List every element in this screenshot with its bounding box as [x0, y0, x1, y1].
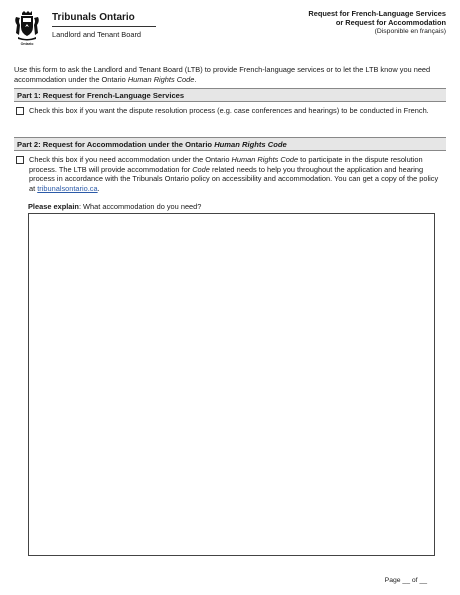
- ontario-coat-of-arms-logo: [14, 11, 40, 47]
- accommodation-text-5: related needs to help you throughout the application and hearing process in accordance with the Tribunals Ontario policy on accessibility and accommodation. You can get a copy of the policy at: [29, 164, 439, 193]
- accommodation-text-3: to participate in the dispute resolution process. The LTB will provide accommodation for: [29, 155, 423, 174]
- part-1-checkbox-row: [14, 106, 446, 128]
- part-2-heading: [14, 137, 446, 151]
- explain-label: Please explain: [28, 202, 79, 211]
- form-title-line-1: Request for French-Language Services: [308, 9, 446, 18]
- intro-text-start: Use this form to ask the Landlord and Tenant Board (LTB) to provide French-language services or to let the LTB know you need accommodation under the Ontario: [14, 65, 431, 84]
- french-language-checkbox-label: Check this box if you want the dispute resolution process (e.g. case conferences and hearings) to be conducted in French.: [29, 106, 429, 115]
- part-1-heading: Part 1: Request for French-Language Services: [14, 88, 446, 102]
- form-title-line-2: or Request for Accommodation: [335, 18, 446, 27]
- page-number: Page __ of __: [384, 577, 427, 584]
- accommodation-checkbox-label: [29, 155, 446, 193]
- coat-of-arms-icon: [14, 11, 40, 41]
- intro-text-italic: Human Rights Code: [127, 75, 195, 84]
- accommodation-checkbox[interactable]: [16, 156, 24, 164]
- intro-text-end: .: [194, 75, 197, 84]
- organization-divider: [52, 26, 156, 27]
- form-title-french-note: (Disponible en français): [374, 28, 446, 35]
- organization-block: [52, 12, 156, 40]
- explain-question: : What accommodation do you need?: [78, 202, 202, 211]
- part-2-heading-text: Part 2: Request for Accommodation under the Ontario: [17, 140, 215, 149]
- accommodation-text-6: .: [97, 183, 100, 193]
- form-title-block: [256, 9, 446, 36]
- accommodation-text-1: Check this box if you need accommodation under the Ontario: [29, 155, 232, 164]
- organization-subtitle: Landlord and Tenant Board: [52, 30, 142, 39]
- part-2-heading-italic: Human Rights Code: [214, 140, 287, 149]
- french-language-checkbox[interactable]: [16, 107, 24, 115]
- organization-name: Tribunals Ontario: [52, 12, 135, 23]
- accommodation-text-4: Code: [192, 164, 210, 174]
- logo-caption: Ontario: [20, 42, 34, 46]
- part-2-checkbox-row: [14, 155, 446, 197]
- accommodation-explanation-textarea[interactable]: [28, 213, 435, 556]
- accommodation-text-2: Human Rights Code: [231, 155, 299, 164]
- tribunals-ontario-link[interactable]: tribunalsontario.ca: [37, 183, 98, 193]
- intro-paragraph: [14, 65, 446, 85]
- explain-prompt: [28, 202, 201, 212]
